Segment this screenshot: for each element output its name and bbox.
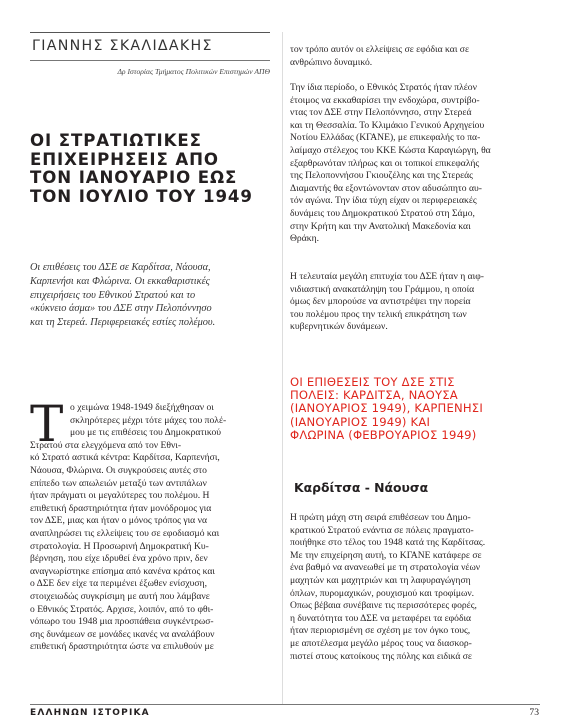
section-heading-line: (ΙΑΝΟΥΑΡΙΟΣ 1949) ΚΑΙ [290, 414, 431, 429]
footer-rule [30, 704, 540, 705]
section-heading-line: ΦΛΩΡΙΝΑ (ΦΕΒΡΟΥΑΡΙΟΣ 1949) [290, 427, 477, 442]
text-line: ήταν πράγματι οι μεγαλύτερες του πολέμου. Η [30, 490, 210, 502]
text-line: στην Κρήτη και την Ανατολική Μακεδονία και [290, 220, 471, 232]
text-line: Την ίδια περίοδο, ο Εθνικός Στρατός ήταν πλέον [290, 82, 477, 93]
top-rule [30, 32, 270, 33]
text-line: κρατικού Στρατού ενάντια σε πόλεις πραγματο- [290, 524, 474, 536]
text-line: αναπληρώσει τις ελλείψεις του σε εφοδιασμό και [30, 527, 220, 539]
text-line: του πολέμου προς την τελική επικράτηση των [290, 308, 467, 320]
text-line: όπλων, πυρομαχικών, ρουχισμού και τροφίμων. [290, 587, 475, 599]
text-line: στοιχειωδώς συγκρίσιμη με αυτή που λάμβανε [30, 590, 210, 602]
article-summary [30, 261, 272, 330]
page-number: 73 [529, 707, 539, 718]
subsection-heading: Καρδίτσα - Νάουσα [294, 480, 429, 495]
text-line: ποιήθηκε στο τέλος του 1948 κατά της Καρδίτσας. [290, 537, 486, 549]
author-rule [30, 60, 270, 61]
text-line: δυνάμεις του Δημοκρατικού Στρατού στη Σάμο, [290, 207, 475, 219]
article-title [30, 132, 280, 206]
text-line: ντας τον ΔΣΕ στην Πελοπόννησο, στην Στερεά [290, 107, 472, 119]
text-line: επιθετική δραστηριότητα ήταν μονόδρομος για [30, 502, 212, 514]
text-line: πιστεί στους κατοίκους της πόλης και ειδικά σε [290, 650, 472, 662]
section-heading-line: ΠΟΛΕΙΣ: ΚΑΡΔΙΤΣΑ, ΝΑΟΥΣΑ [290, 388, 458, 403]
text-line: ήταν περιορισμένη σε σχέση με τον όγκο τους, [290, 625, 471, 637]
column-gutter [282, 32, 283, 704]
text-line: ο ΔΣΕ δεν είχε τα περιμένει έξωθεν ενίσχυση, [30, 578, 207, 590]
text-line: και τη Θεσσαλία. Το Κλιμάκιο Γενικού Αρχηγείου [290, 119, 485, 131]
text-line: εξαρθρωνόταν πλήρως και οι τοπικοί επικεφαλής [290, 157, 480, 169]
text-line: αναγνωρίστηκε επίσημα από κανένα κράτος και [30, 565, 215, 577]
text-line: τον τρόπο αυτόν οι ελλείψεις σε εφόδια και σε [290, 44, 470, 55]
author-affiliation: Δρ Ιστορίας Τμήματος Πολιτικών Επιστημών ΑΠΘ [117, 67, 270, 76]
text-line: βέρνηση, που είχε ιδρυθεί ένα χρόνο πριν, δεν [30, 553, 208, 565]
text-line: μαχητών και μαχητριών και τη λαφυραγώγηση [290, 574, 471, 586]
left-body-text [30, 402, 274, 654]
text-line: ο χειμώνα 1948-1949 διεξήχθησαν οι [70, 402, 214, 413]
text-line: σκληρότερες μέχρι τότε μάχες του πολέ- [70, 414, 227, 426]
text-line: όμως δεν μπορούσε να αντιστρέψει την πορεία [290, 296, 471, 308]
text-line: τον ΔΣΕ, μιας και ήταν ο μόνος τρόπος για να [30, 515, 207, 527]
summary-line: και τη Στερεά. Περιφερειακές εστίες πολέμου. [30, 317, 216, 329]
title-line: ΟΙ ΣΤΡΑΤΙΩΤΙΚΕΣ [30, 131, 202, 150]
text-line: με αποτέλεσμα μεγάλο μέρος τους να διασκορ- [290, 637, 472, 649]
text-line: Νάουσα, Φλώρινα. Οι συγκρούσεις αυτές στο [30, 464, 207, 476]
text-line: Η τελευταία μεγάλη επιτυχία του ΔΣΕ ήταν η αιφ- [290, 271, 484, 282]
text-line: η δυνατότητα του ΔΣΕ να μεταφέρει τα εφόδια [290, 612, 472, 624]
right-paragraph-1 [290, 44, 542, 69]
text-line: ένα βαθμό να ανανεωθεί με τη στρατολογία νέων [290, 562, 481, 574]
text-line: στρατολογία. Η Προσωρινή Δημοκρατική Κυ- [30, 540, 209, 552]
text-line: Θράκη. [290, 233, 319, 245]
text-line: κυβερνητικών δυνάμεων. [290, 321, 388, 333]
text-line: Νοτίου Ελλάδας (ΚΓΑΝΕ), με επικεφαλής το πα- [290, 132, 481, 144]
text-line: Διαμαντής θα εξοντώνονταν στον αδυσώπητο αυ- [290, 182, 482, 194]
section-heading-line: (ΙΑΝΟΥΑΡΙΟΣ 1949), ΚΑΡΠΕΝΗΣΙ [290, 401, 483, 416]
summary-line: επιχειρήσεις του Εθνικού Στρατού και το [30, 289, 196, 301]
text-line: ανθρώπινο δυναμικό. [290, 56, 373, 68]
journal-name: ΕΛΛΗΝΩΝ ΙΣΤΟΡΙΚΑ [30, 708, 150, 718]
section-heading [290, 376, 542, 442]
drop-cap: Τ [30, 395, 64, 453]
text-line: τόν αγώνα. Την ίδια τύχη είχαν οι περιφερειακές [290, 195, 477, 207]
text-line: Στρατού στα ελεγχόμενα από τον Εθνι- [30, 439, 182, 451]
text-line: μου με τις επιθέσεις του Δημοκρατικού [70, 427, 222, 439]
summary-line: Καρπενήσι και Φλώρινα. Οι εκκαθαριστικές [30, 275, 210, 287]
text-line: επίπεδο των απωλειών μεταξύ των αντιπάλων [30, 477, 207, 489]
text-line: κό Στρατό αστικά κέντρα: Καρδίτσα, Καρπενήσι, [30, 452, 220, 464]
text-line: λαίμαχο στέλεχος του ΚΚΕ Κώστα Καραγιώργη, θα [290, 144, 491, 156]
right-paragraph-2 [290, 82, 542, 246]
summary-line: Οι επιθέσεις του ΔΣΕ σε Καρδίτσα, Νάουσα, [30, 262, 211, 273]
section-heading-line: ΟΙ ΕΠΙΘΕΣΕΙΣ ΤΟΥ ΔΣΕ ΣΤΙΣ [290, 375, 455, 389]
text-line: Με την επιχείρηση αυτή, το ΚΓΑΝΕ κατάφερε σε [290, 549, 482, 561]
text-line: ο Εθνικός Στρατός. Αρχισε, λοιπόν, από το φθι- [30, 603, 214, 615]
author-name: ΓΙΑΝΝΗΣ ΣΚΑΛΙΔΑΚΗΣ [32, 38, 213, 54]
title-line: ΕΠΙΧΕΙΡΗΣΕΙΣ ΑΠΟ [30, 149, 219, 169]
right-paragraph-3 [290, 271, 542, 334]
text-line: της Πελοποννήσου Γκιουζέλης και της Στερεάς [290, 170, 473, 182]
title-line: ΤΟΝ ΙΟΥΛΙΟ ΤΟΥ 1949 [30, 186, 253, 206]
text-line: επιθετική δραστηριότητα ώστε να επιλυθούν με [30, 641, 214, 653]
text-line: Οπως βέβαια συνέβαινε τις περισσότερες φορές, [290, 600, 477, 612]
text-line: νιδιαστική ανακατάληψη του Γράμμου, η οποία [290, 283, 475, 295]
title-line: ΤΟΝ ΙΑΝΟΥΑΡΙΟ ΕΩΣ [30, 168, 238, 188]
text-line: νόπωρο του 1948 μια προσπάθεια συγκέντρωσ- [30, 616, 214, 628]
text-line: σης δυνάμεων σε μονάδες ικανές να αναλάβουν [30, 628, 215, 640]
text-line: Η πρώτη μάχη στη σειρά επιθέσεων του Δημο- [290, 512, 471, 523]
text-line: έτοιμος να εκκαθαρίσει την ενδοχώρα, συντρίβο- [290, 94, 480, 106]
summary-line: «κύκνειο άσμα» του ΔΣΕ στην Πελοπόννησο [30, 303, 212, 315]
right-paragraph-4 [290, 512, 542, 663]
